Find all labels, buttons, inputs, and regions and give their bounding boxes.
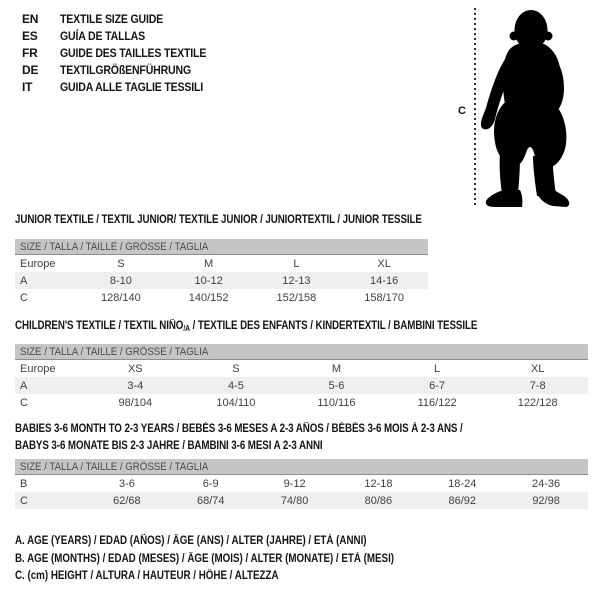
- cell-value: 128/140: [100, 291, 141, 304]
- children-size-table: [15, 344, 588, 411]
- cell-value: 10-12: [194, 274, 223, 287]
- cell-value: 14-16: [370, 274, 399, 287]
- size-header-label: SIZE / TALLA / TAILLE / GRÖSSE / TAGLIA: [20, 460, 209, 473]
- title-text: CHILDREN'S TEXTILE / TEXTIL NIÑO: [15, 320, 184, 332]
- cell-value: 7-8: [529, 379, 546, 392]
- cell-value: XS: [127, 362, 143, 375]
- cell-value: XL: [377, 257, 391, 270]
- cell-value: 152/158: [276, 291, 317, 304]
- title-subscript: /A: [183, 324, 190, 333]
- measure-legend: [15, 533, 461, 586]
- junior-size-table: [15, 239, 428, 306]
- section-title-line: BABYS 3-6 MONATE BIS 2-3 JAHRE / BAMBINI 3-6 MESI A 2-3 ANNI: [15, 440, 323, 452]
- language-code: FR: [22, 45, 38, 60]
- height-measure-label: C: [458, 105, 466, 117]
- cell-value: M: [204, 257, 214, 270]
- title-text: / TEXTILE DES ENFANTS / KINDERTEXTIL / BAMBINI TESSILE: [189, 320, 478, 332]
- size-header-bar: [15, 459, 588, 475]
- cell-value: XL: [530, 362, 545, 375]
- legend-line-a: A. AGE (YEARS) / EDAD (AÑOS) / ÂGE (ANS) / ALTER (JAHRE) / ETÀ (ANNI): [15, 535, 367, 547]
- size-header-label: SIZE / TALLA / TAILLE / GRÖSSE / TAGLIA: [20, 345, 209, 358]
- table-row: [15, 394, 588, 411]
- section-title-babies: [15, 421, 542, 455]
- cell-value: 6-9: [202, 477, 219, 490]
- cell-value: 9-12: [283, 477, 306, 490]
- cell-value: 3-6: [118, 477, 135, 490]
- size-header-bar: [15, 344, 588, 360]
- cell-value: 158/170: [364, 291, 404, 304]
- section-title-line: JUNIOR TEXTILE / TEXTIL JUNIOR/ TEXTILE JUNIOR / JUNIORTEXTIL / JUNIOR TESSILE: [15, 214, 422, 226]
- row-label: C: [20, 291, 28, 304]
- cell-value: 122/128: [517, 396, 558, 409]
- legend-line-b: B. AGE (MONTHS) / EDAD (MESES) / ÂGE (MOIS) / ALTER (MONATE) / ETÀ (MESI): [15, 552, 395, 565]
- row-label: C: [20, 396, 28, 409]
- section-title-line: BABIES 3-6 MONTH TO 2-3 YEARS / BEBÉS 3-6 MESES A 2-3 AÑOS / BÉBÉS 3-6 MOIS À 2-3 ANS /: [15, 423, 463, 435]
- language-row: [22, 61, 226, 78]
- cell-value: 8-10: [109, 274, 132, 287]
- cell-value: 6-7: [429, 379, 446, 392]
- language-code: ES: [22, 29, 38, 44]
- row-label: C: [20, 494, 28, 507]
- section-title-line: [15, 318, 477, 337]
- section-title-children: [15, 318, 559, 337]
- language-row: [22, 45, 226, 62]
- section-title-junior: [15, 212, 494, 229]
- language-label: TEXTILGRÖßENFÜHRUNG: [60, 62, 192, 77]
- cell-value: 24-36: [532, 477, 561, 490]
- cell-value: S: [232, 362, 240, 375]
- cell-value: 12-13: [282, 274, 311, 287]
- cell-value: 74/80: [280, 494, 309, 507]
- cell-value: 86/92: [448, 494, 476, 507]
- language-row: [22, 28, 226, 45]
- row-label: B: [20, 477, 28, 490]
- cell-value: 92/98: [532, 494, 560, 507]
- table-row: [15, 289, 428, 306]
- language-code: EN: [22, 12, 39, 27]
- language-row: [22, 11, 226, 28]
- table-row: [15, 475, 588, 492]
- row-label: A: [20, 379, 28, 392]
- language-label: TEXTILE SIZE GUIDE: [60, 12, 164, 27]
- cell-value: 3-4: [127, 379, 144, 392]
- cell-value: M: [331, 362, 342, 375]
- size-header-label: SIZE / TALLA / TAILLE / GRÖSSE / TAGLIA: [20, 240, 209, 253]
- cell-value: L: [293, 257, 300, 270]
- cell-value: 18-24: [448, 477, 477, 490]
- table-row: [15, 255, 428, 272]
- legend-line-c: C. (cm) HEIGHT / ALTURA / HAUTEUR / HÖHE / ALTEZZA: [15, 570, 279, 582]
- cell-value: 4-5: [227, 379, 244, 392]
- table-row: [15, 377, 588, 394]
- language-label: GUIDA ALLE TAGLIE TESSILI: [60, 79, 204, 94]
- cell-value: L: [434, 362, 441, 375]
- cell-value: 98/104: [118, 396, 153, 409]
- table-row: [15, 272, 428, 289]
- cell-value: 5-6: [328, 379, 345, 392]
- babies-size-table: [15, 459, 588, 509]
- size-header-bar: [15, 239, 428, 255]
- cell-value: 116/122: [417, 396, 457, 409]
- cell-value: 110/116: [317, 396, 356, 409]
- cell-value: 80/86: [364, 494, 393, 507]
- cell-value: S: [117, 257, 125, 270]
- cell-value: 68/74: [196, 494, 225, 507]
- cell-value: 62/68: [113, 494, 141, 507]
- language-list: [22, 11, 226, 95]
- language-row: [22, 78, 226, 95]
- row-label: A: [20, 274, 28, 287]
- table-row: [15, 492, 588, 509]
- height-measure-dotted-line: [474, 8, 476, 207]
- cell-value: 140/152: [188, 291, 229, 304]
- language-code: IT: [22, 79, 33, 94]
- language-label: GUIDE DES TAILLES TEXTILE: [60, 45, 207, 60]
- toddler-silhouette-icon: [478, 4, 596, 210]
- cell-value: 12-18: [364, 477, 393, 490]
- language-code: DE: [22, 62, 39, 77]
- language-label: GUÍA DE TALLAS: [60, 29, 145, 44]
- cell-value: 104/110: [216, 396, 256, 409]
- row-label: Europe: [20, 362, 56, 375]
- row-label: Europe: [20, 257, 56, 270]
- table-row: [15, 360, 588, 377]
